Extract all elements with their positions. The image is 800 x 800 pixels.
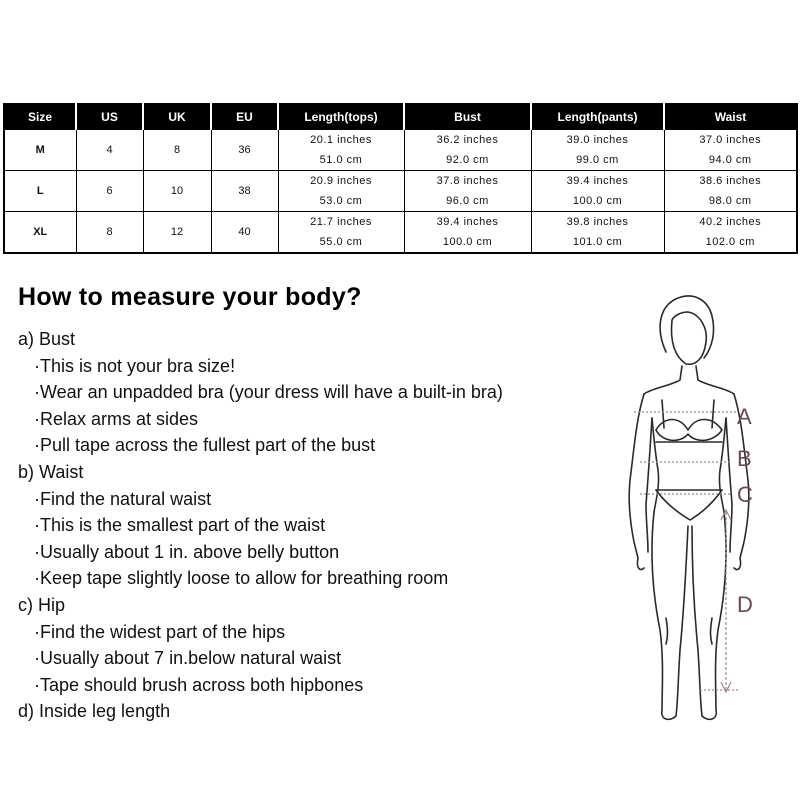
table-cell-length-tops-cm: 53.0 cm <box>278 191 404 212</box>
table-cell-eu: 38 <box>211 171 278 212</box>
label-a: A <box>737 404 752 429</box>
table-cell-length-pants-inches: 39.8 inches <box>531 212 664 233</box>
table-cell-us: 6 <box>76 171 143 212</box>
measure-guide-list <box>18 326 598 725</box>
table-cell-uk: 8 <box>143 130 211 171</box>
table-cell-length-pants-cm: 101.0 cm <box>531 232 664 253</box>
label-d: D <box>737 592 753 617</box>
table-cell-waist-cm: 94.0 cm <box>664 150 797 171</box>
table-cell-us: 4 <box>76 130 143 171</box>
guide-tip: ·Usually about 1 in. above belly button <box>34 541 340 562</box>
label-b: B <box>737 446 752 471</box>
table-row <box>4 171 797 192</box>
guide-tip: ·This is not your bra size! <box>34 355 236 376</box>
table-cell-uk: 12 <box>143 212 211 254</box>
guide-tip: ·Relax arms at sides <box>34 408 199 429</box>
guide-tip: ·Tape should brush across both hipbones <box>34 674 364 695</box>
table-cell-length-tops-inches: 21.7 inches <box>278 212 404 233</box>
guide-section-heading: a) Bust <box>18 329 76 349</box>
column-header: Waist <box>664 104 797 130</box>
column-header: US <box>76 104 143 130</box>
table-cell-length-pants-cm: 99.0 cm <box>531 150 664 171</box>
guide-tip: ·Keep tape slightly loose to allow for breathing room <box>34 568 449 589</box>
table-cell-us: 8 <box>76 212 143 254</box>
table-cell-eu: 40 <box>211 212 278 254</box>
column-header: Bust <box>404 104 531 130</box>
table-cell-bust-inches: 39.4 inches <box>404 212 531 233</box>
table-cell-waist-cm: 98.0 cm <box>664 191 797 212</box>
measure-guide-title: How to measure your body? <box>18 283 362 311</box>
table-cell-size: L <box>4 171 76 212</box>
column-header: Size <box>4 104 76 130</box>
table-cell-uk: 10 <box>143 171 211 212</box>
table-cell-length-pants-inches: 39.4 inches <box>531 171 664 192</box>
guide-tip: ·Pull tape across the fullest part of the bust <box>34 435 376 456</box>
guide-tip: ·Find the widest part of the hips <box>34 621 286 642</box>
table-cell-size: M <box>4 130 76 171</box>
table-cell-waist-cm: 102.0 cm <box>664 232 797 253</box>
table-cell-eu: 36 <box>211 130 278 171</box>
table-cell-waist-inches: 37.0 inches <box>664 130 797 151</box>
table-cell-bust-cm: 100.0 cm <box>404 232 531 253</box>
table-cell-waist-inches: 38.6 inches <box>664 171 797 192</box>
table-cell-length-tops-cm: 55.0 cm <box>278 232 404 253</box>
guide-section-heading: d) Inside leg length <box>18 701 171 722</box>
table-cell-bust-cm: 96.0 cm <box>404 191 531 212</box>
column-header: EU <box>211 104 278 130</box>
table-row <box>4 130 797 151</box>
table-cell-size: XL <box>4 212 76 254</box>
size-table-header-row <box>4 104 797 130</box>
table-cell-length-tops-inches: 20.9 inches <box>278 171 404 192</box>
table-cell-length-pants-cm: 100.0 cm <box>531 191 664 212</box>
guide-tip: ·This is the smallest part of the waist <box>34 515 326 536</box>
table-cell-bust-cm: 92.0 cm <box>404 150 531 171</box>
table-cell-length-tops-inches: 20.1 inches <box>278 130 404 151</box>
column-header: Length(tops) <box>278 104 404 130</box>
table-cell-bust-inches: 36.2 inches <box>404 130 531 151</box>
size-chart-table <box>3 103 798 254</box>
table-cell-waist-inches: 40.2 inches <box>664 212 797 233</box>
column-header: Length(pants) <box>531 104 664 130</box>
guide-tip: ·Wear an unpadded bra (your dress will have a built-in bra) <box>34 382 503 403</box>
guide-tip: ·Find the natural waist <box>34 488 212 509</box>
table-cell-length-tops-cm: 51.0 cm <box>278 150 404 171</box>
table-cell-bust-inches: 37.8 inches <box>404 171 531 192</box>
guide-section-heading: c) Hip <box>18 594 66 615</box>
table-cell-length-pants-inches: 39.0 inches <box>531 130 664 151</box>
column-header: UK <box>143 104 211 130</box>
guide-tip: ·Usually about 7 in.below natural waist <box>34 648 342 669</box>
body-measurement-figure-icon <box>600 290 800 730</box>
label-c: C <box>737 482 753 507</box>
guide-section-heading: b) Waist <box>18 461 84 482</box>
table-row <box>4 212 797 233</box>
